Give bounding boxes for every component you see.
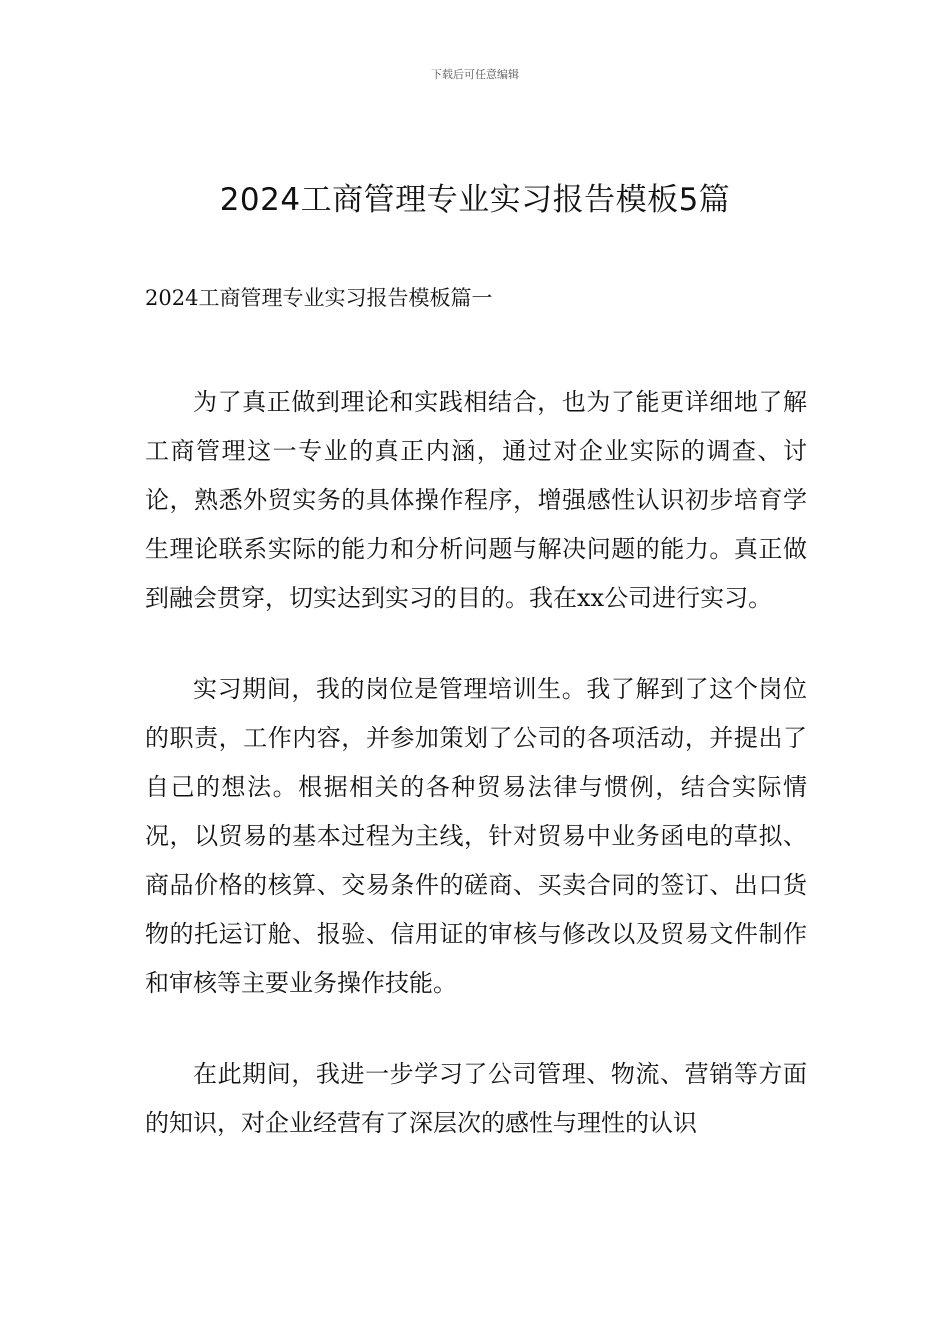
body-paragraph: 为了真正做到理论和实践相结合，也为了能更详细地了解工商管理这一专业的真正内涵，通过对企业实际的调查、讨论，熟悉外贸实务的具体操作程序，增强感性认识初步培育学生理论联系实际的能力和分析问题与解决问题的能力。真正做到融会贯穿，切实达到实习的目的。我在xx公司进行实习。 bbox=[145, 388, 807, 612]
body-paragraph: 实习期间，我的岗位是管理培训生。我了解到了这个岗位的职责，工作内容，并参加策划了公司的各项活动，并提出了自己的想法。根据相关的各种贸易法律与惯例，结合实际情况，以贸易的基本过程为主线，针对贸易中业务函电的草拟、商品价格的核算、交易条件的磋商、买卖合同的签订、出口货物的托运订舱、报验、信用证的审核与修改以及贸易文件制作和审核等主要业务操作技能。 bbox=[145, 675, 807, 997]
document-body bbox=[145, 378, 807, 1190]
section-heading: 2024工商管理专业实习报告模板篇一 bbox=[145, 286, 493, 310]
body-paragraph: 在此期间，我进一步学习了公司管理、物流、营销等方面的知识，对企业经营有了深层次的感性与理性的认识 bbox=[145, 1060, 807, 1137]
header-note: 下载后可任意编辑 bbox=[431, 68, 519, 81]
document-title: 2024工商管理专业实习报告模板5篇 bbox=[219, 182, 731, 218]
